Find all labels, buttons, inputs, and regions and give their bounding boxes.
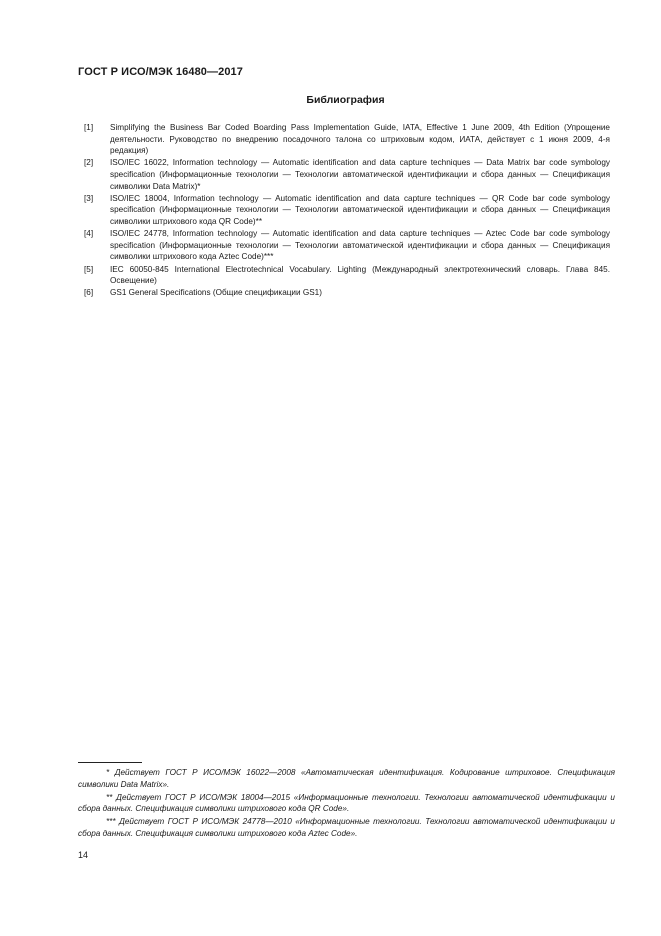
section-title: Библиография (306, 94, 385, 106)
reference-number: [1] (84, 123, 94, 132)
document-header: ГОСТ Р ИСО/МЭК 16480—2017 (78, 66, 243, 78)
reference-text: ISO/IEC 18004, Information technology — Automatic identification and data capture techniques — QR Code bar code symbology specification (Информационные технологии — Технологии автоматической идентификации и сбора данных — Спецификация символики штрихового кода QR Code)** (110, 193, 610, 226)
reference-item (84, 228, 610, 263)
reference-number: [5] (84, 264, 94, 274)
reference-number: [3] (84, 193, 94, 203)
reference-text: GS1 General Specifications (Общие спецификации GS1) (110, 288, 322, 298)
reference-text: Simplifying the Business Bar Coded Boarding Pass Implementation Guide, IATA, Effective 1 June 2009, 4th Edition (Упрощение деятельности. Руководство по внедрению посадочного талона со штриховым кодом, ИАТА, действует с 1 июня 2009, 4-я редакция) (110, 123, 610, 156)
bibliography-list (84, 122, 610, 299)
reference-number: [6] (84, 288, 94, 298)
reference-number: [2] (84, 158, 94, 168)
reference-text: ISO/IEC 16022, Information technology — Automatic identification and data capture techniques — Data Matrix bar code symbology specification (Информационные технологии — Технологии автоматической идентификации и сбора данных — Спецификация символики Data Matrix)* (110, 158, 610, 191)
footnote: *** Действует ГОСТ Р ИСО/МЭК 24778—2010 «Информационные технологии. Технологии автоматической идентификации и сбора данных. Спецификация символики штрихового кода Aztec Code». (78, 817, 615, 838)
reference-item (84, 157, 610, 192)
reference-item (84, 122, 610, 157)
footnote-divider (78, 762, 142, 763)
reference-text: ISO/IEC 24778, Information technology — Automatic identification and data capture techniques — Aztec Code bar code symbology specification (Информационные технологии — Технологии автоматической идентификации и сбора данных — Спецификация символики штрихового кода Aztec Code)*** (110, 229, 610, 262)
reference-text: IEC 60050-845 International Electrotechnical Vocabulary. Lighting (Международный электротехнический словарь. Глава 845. Освещение) (110, 264, 610, 286)
page-number: 14 (78, 850, 89, 860)
reference-item (84, 193, 610, 228)
reference-item (84, 264, 610, 287)
footnote: ** Действует ГОСТ Р ИСО/МЭК 18004—2015 «Информационные технологии. Технологии автоматической идентификации и сбора данных. Спецификация символики штрихового кода QR Code». (78, 792, 615, 813)
footnotes (78, 767, 615, 841)
reference-number: [4] (84, 229, 94, 239)
footnote: * Действует ГОСТ Р ИСО/МЭК 16022—2008 «Автоматическая идентификация. Кодирование штриховое. Спецификация символики Data Matrix». (78, 768, 615, 789)
reference-item (84, 287, 610, 299)
